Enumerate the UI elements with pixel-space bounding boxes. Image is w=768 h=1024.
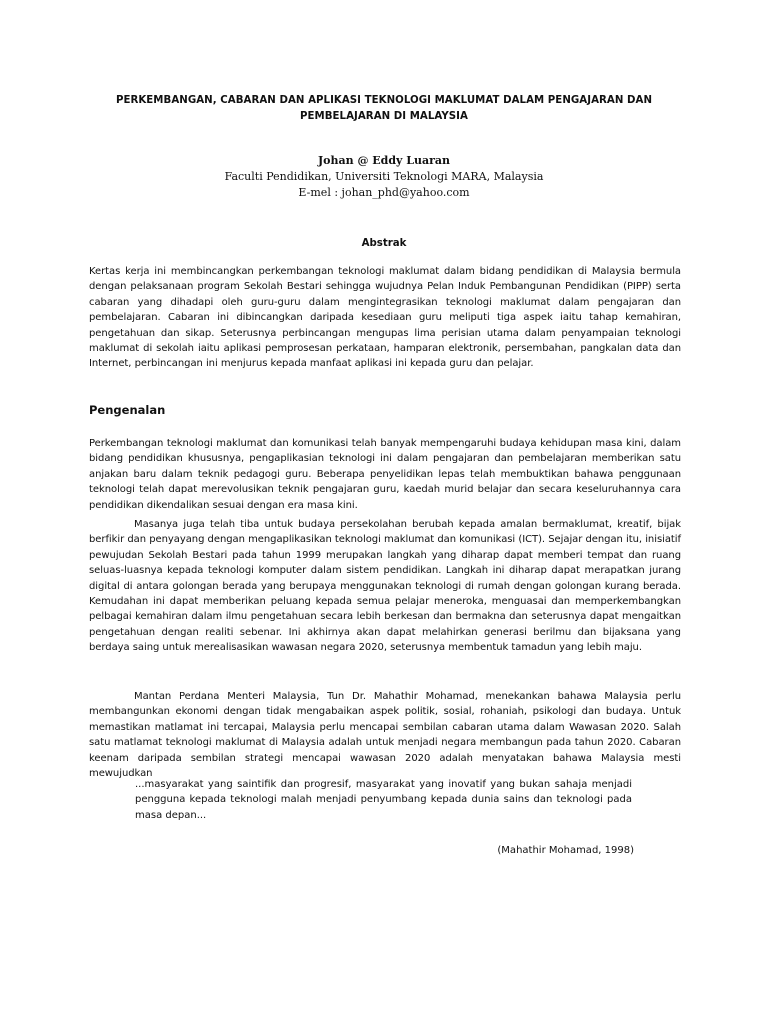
intro-paragraph-2-text: Masanya juga telah tiba untuk budaya persekolahan berubah kepada amalan bermaklumat, kreatif, bijak berfikir dan penyayang dengan mengaplikasikan teknologi maklumat dan komunikasi (ICT). Sejajar dengan itu, inisiatif pewujudan Sekolah Bestari pada tahun 1999 merupakan langkah yang diharap dapat memberi tempat dan ruang seluas-luasnya kepada teknologi komputer dalam sistem pendidikan. Langkah ini diharap dapat merapatkan jurang digital di antara golongan berada yang berupaya menggunakan teknologi di rumah dengan golongan kurang berada. Kemudahan ini dapat memberikan peluang kepada semua pelajar meneroka, menguasai dan memperkembangkan pelbagai kemahiran dalam ilmu pengetahuan secara lebih berkesan dan bermakna dan seterusnya dapat mengaitkan pengetahuan dengan realiti sebenar. Ini akhirnya akan dapat melahirkan generasi berilmu dan bijaksana yang berdaya saing untuk merealisasikan wawasan negara 2020, seterusnya membentuk tamadun yang lebih maju. (89, 519, 681, 654)
abstract-text: Kertas kerja ini membincangkan perkembangan teknologi maklumat dalam bidang pendidikan di Malaysia bermula dengan pelaksanaan program Sekolah Bestari sehingga wujudnya Pelan Induk Pembangunan Pendidikan (PIPP) serta cabaran yang dihadapi oleh guru-guru dalam mengintegrasikan teknologi maklumat dalam pengajaran dan pembelajaran. Cabaran ini dibincangkan daripada kesediaan guru meliputi tiga aspek iaitu tahap kemahiran, pengetahuan dan sikap. Seterusnya perbincangan mengupas lima perisian utama dalam penyampaian teknologi maklumat di sekolah iaitu aplikasi pemprosesan perkataan, hamparan elektronik, persembahan, pangkalan data dan Internet, perbincangan ini menjurus kepada manfaat aplikasi ini kepada guru dan pelajar. (89, 266, 681, 370)
intro-paragraph-3 (89, 689, 681, 781)
intro-paragraph-2 (89, 517, 681, 656)
paper-title: PERKEMBANGAN, CABARAN DAN APLIKASI TEKNOLOGI MAKLUMAT DALAM PENGAJARAN DAN PEMBELAJARAN DI MALAYSIA (115, 95, 653, 122)
author-name: Johan @ Eddy Luaran (317, 154, 451, 167)
author-block (0, 153, 768, 201)
author-affiliation: Faculti Pendidikan, Universiti Teknologi MARA, Malaysia (224, 170, 544, 183)
intro-paragraph-1: Perkembangan teknologi maklumat dan komunikasi telah banyak mempengaruhi budaya kehidupan masa kini, dalam bidang pendidikan khususnya, pengaplikasian teknologi ini dalam pengajaran dan pembelajaran memberikan satu anjakan baru dalam teknik pedagogi guru. Beberapa penyelidikan lepas telah membuktikan bahawa penggunaan teknologi telah dapat merevolusikan teknik pengajaran guru, kaedah murid belajar dan secara keseluruhannya cara pendidikan dikendalikan sesuai dengan era masa kini. (89, 438, 681, 511)
abstract-heading: Abstrak (361, 238, 407, 249)
intro-paragraph-3-text: Mantan Perdana Menteri Malaysia, Tun Dr. Mahathir Mohamad, menekankan bahawa Malaysia perlu membangunkan ekonomi dengan tidak mengabaikan aspek politik, sosial, rohaniah, psikologi dan budaya. Untuk memastikan matlamat ini tercapai, Malaysia perlu mencapai sembilan cabaran utama dalam Wawasan 2020. Salah satu matlamat teknologi maklumat di Malaysia adalah untuk menjadi negara membangun pada tahun 2020. Cabaran keenam daripada sembilan strategi mencapai wawasan 2020 adalah menyatakan bahawa Malaysia mesti mewujudkan (89, 691, 681, 780)
block-quote: ...masyarakat yang saintifik dan progresif, masyarakat yang inovatif yang bukan sahaja menjadi pengguna kepada teknologi malah menjadi penyumbang kepada dunia sains dan teknologi pada masa depan... (135, 779, 632, 821)
introduction-heading: Pengenalan (89, 403, 166, 417)
author-email: E-mel : johan_phd@yahoo.com (298, 186, 470, 199)
quote-citation: (Mahathir Mohamad, 1998) (497, 845, 634, 856)
